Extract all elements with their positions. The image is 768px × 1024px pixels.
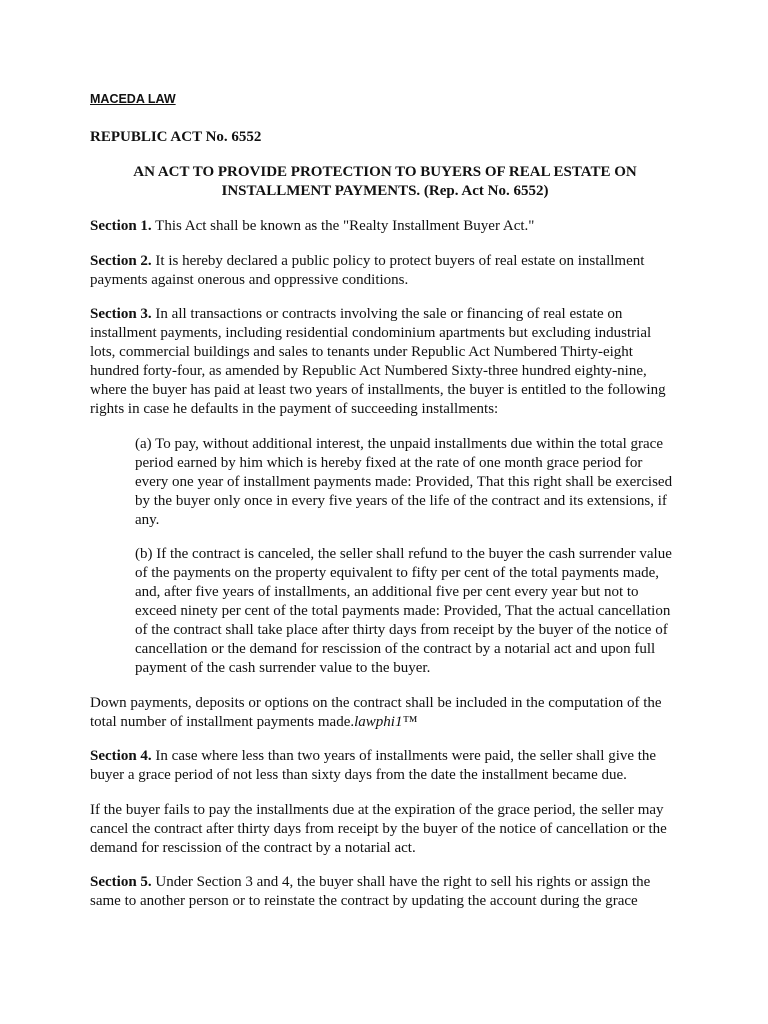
line-text: same to another person or to reinstate the contract by updating the account during the grace [90,893,638,909]
act-number: REPUBLIC ACT No. 6552 [90,129,262,145]
line-text: by the buyer only once in every five years of the life of the contract and its extensions, if [135,492,667,509]
paragraph-line [90,400,690,419]
document-body [90,217,690,911]
paragraph-line [90,801,690,820]
act-title-line: INSTALLMENT PAYMENTS. (Rep. Act No. 6552) [221,183,549,199]
document-page [90,90,690,927]
paragraph-line [135,583,690,602]
paragraph-line [90,217,690,236]
section-paragraph [90,747,690,785]
line-text: total number of installment payments made. [90,713,355,730]
paragraph [90,801,690,858]
line-text: of the contract shall take place after thirty days from receipt by the buyer of the notice of [135,622,668,638]
line-text: demand for rescission of the contract by a notarial act. [90,839,416,856]
paragraph-line [90,362,690,381]
line-text: cancel the contract after thirty days from receipt by the buyer of the notice of cancellation or the [90,820,667,837]
paragraph-line [90,713,690,732]
paragraph [90,694,690,732]
paragraph-line [90,252,690,271]
line-text: exceed ninety per cent of the total payments made: Provided, That the actual cancellation [135,603,671,619]
line-text: If the buyer fails to pay the installments due at the expiration of the grace period, the seller may [90,801,664,818]
section-heading: Section 1. [90,218,152,234]
watermark-tag: lawphi1™ [354,713,418,730]
paragraph-line [90,839,690,858]
section-heading: Section 3. [90,306,152,322]
paragraph-line [90,820,690,839]
paragraph [135,545,690,678]
paragraph-line [135,640,690,659]
paragraph-line [135,454,690,473]
paragraph-line [135,473,690,492]
section-heading: Section 2. [90,252,152,269]
line-text: any. [135,511,160,528]
line-text: (a) To pay, without additional interest, the unpaid installments due within the total grace [135,435,663,452]
section-paragraph [90,873,690,911]
line-text: In all transactions or contracts involving the sale or financing of real estate on [151,306,623,322]
line-text: where the buyer has paid at least two years of installments, the buyer is entitled to the following [90,382,666,398]
line-text: Under Section 3 and 4, the buyer shall have the right to sell his rights or assign the [151,874,651,890]
section-paragraph [90,305,690,419]
act-title-line: AN ACT TO PROVIDE PROTECTION TO BUYERS OF REAL ESTATE ON [133,164,637,180]
document-label: MACEDA LAW [90,92,176,106]
paragraph-line [90,873,690,892]
act-title [90,163,680,201]
line-text: period earned by him which is hereby fixed at the rate of one month grace period for [135,454,643,471]
line-text: rights in case he defaults in the payment of succeeding installments: [90,401,499,417]
line-text: and, after five years of installments, an additional five per cent every year but not to [135,584,639,600]
paragraph-line [90,381,690,400]
paragraph-line [90,694,690,713]
line-text: In case where less than two years of installments were paid, the seller shall give the [151,748,657,764]
line-text: buyer a grace period of not less than sixty days from the date the installment became due. [90,767,627,783]
paragraph-line [90,271,690,290]
paragraph-line [135,602,690,621]
line-text: lots, commercial buildings and sales to tenants under Republic Act Numbered Thirty-eight [90,344,633,360]
section-heading: Section 4. [90,748,152,764]
paragraph-line [135,564,690,583]
paragraph-line [90,892,690,911]
section-paragraph [90,252,690,290]
line-text: This Act shall be known as the "Realty Installment Buyer Act." [151,218,535,234]
paragraph-line [135,659,690,678]
line-text: payments against onerous and oppressive conditions. [90,271,409,288]
line-text: cancellation or the demand for rescission of the contract by a notarial act and upon full [135,641,656,657]
paragraph-line [135,435,690,454]
line-text: (b) If the contract is canceled, the seller shall refund to the buyer the cash surrender value [135,546,672,562]
paragraph-line [135,511,690,530]
section-paragraph [90,217,690,236]
line-text: installment payments, including residential condominium apartments but excluding industrial [90,325,652,341]
paragraph-line [90,343,690,362]
line-text: It is hereby declared a public policy to protect buyers of real estate on installment [151,252,645,269]
line-text: Down payments, deposits or options on the contract shall be included in the computation of the [90,694,662,711]
paragraph-line [90,766,690,785]
paragraph-line [135,492,690,511]
paragraph-line [90,747,690,766]
line-text: payment of the cash surrender value to the buyer. [135,660,431,676]
section-heading: Section 5. [90,874,152,890]
line-text: hundred forty-four, as amended by Republic Act Numbered Sixty-three hundred eighty-nine, [90,363,647,379]
paragraph-line [135,621,690,640]
paragraph-line [90,324,690,343]
paragraph-line [135,545,690,564]
paragraph-line [90,305,690,324]
paragraph [135,435,690,530]
line-text: every one year of installment payments made: Provided, That this right shall be exercised [135,473,673,490]
line-text: of the payments on the property equivalent to fifty per cent of the total payments made, [135,565,660,581]
